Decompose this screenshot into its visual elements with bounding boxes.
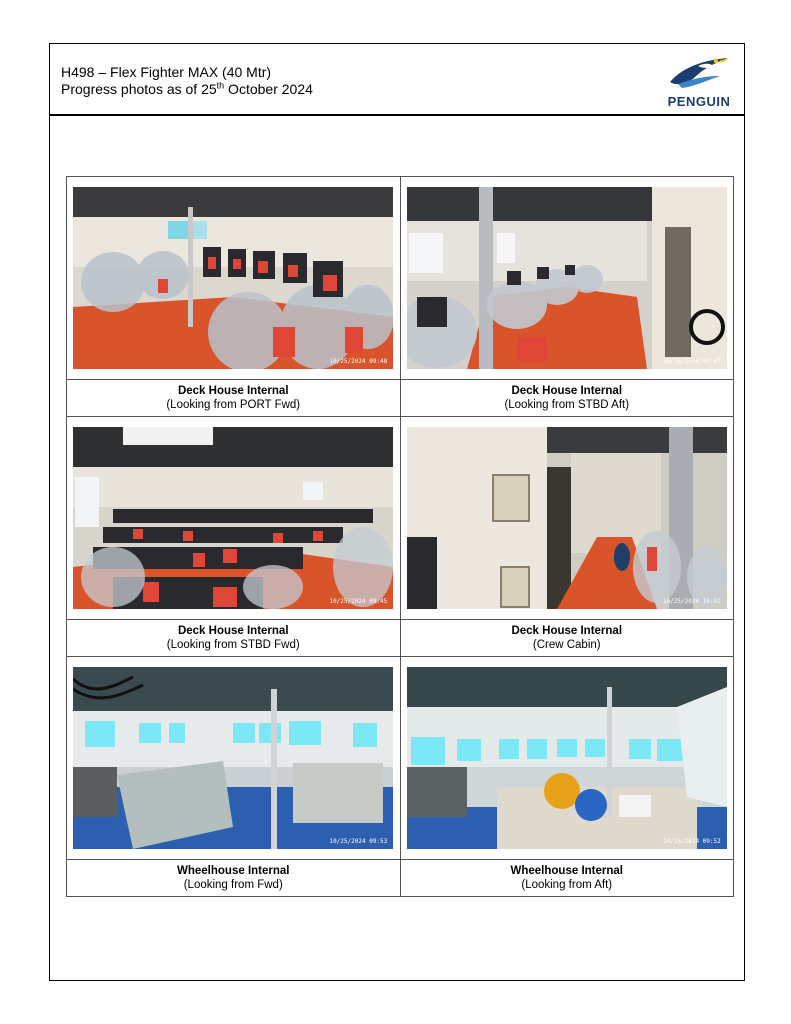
photo-timestamp: 10/25/2024 10:01	[662, 598, 721, 605]
photo-caption	[67, 380, 401, 417]
photo-wheelhouse-fwd	[73, 667, 393, 849]
penguin-logo	[662, 54, 736, 110]
photo-timestamp: 10/25/2024 09:52	[662, 838, 721, 845]
photo-caption	[400, 620, 734, 657]
photo-caption	[400, 380, 734, 417]
caption-title: Deck House Internal	[177, 385, 289, 397]
photo-timestamp: 10/25/2024 09:45	[329, 598, 388, 605]
penguin-bird-logo-icon	[668, 54, 730, 92]
caption-title: Deck House Internal	[511, 385, 623, 397]
caption-subtitle: (Looking from STBD Aft)	[504, 399, 630, 411]
caption-title: Wheelhouse Internal	[177, 865, 290, 877]
caption-title: Deck House Internal	[511, 625, 623, 637]
photo-caption	[67, 620, 401, 657]
photo-cell	[400, 177, 734, 380]
photo-deckhouse-crew-cabin	[407, 427, 727, 609]
document-header	[50, 44, 744, 116]
photo-cell	[67, 177, 401, 380]
caption-subtitle: (Looking from Fwd)	[183, 879, 283, 891]
photo-caption	[400, 860, 734, 897]
photo-grid	[66, 176, 734, 897]
photo-timestamp: 10/25/2024 09:53	[329, 838, 388, 845]
caption-subtitle: (Looking from Aft)	[521, 879, 613, 891]
photo-caption	[67, 860, 401, 897]
photo-cell	[67, 657, 401, 860]
photo-deckhouse-stbd-fwd	[73, 427, 393, 609]
caption-title: Deck House Internal	[177, 625, 289, 637]
document-subtitle: Progress photos as of 25th October 2024	[61, 80, 313, 97]
photo-cell	[400, 657, 734, 860]
photo-cell	[400, 417, 734, 620]
page-frame	[49, 43, 745, 981]
photo-deckhouse-stbd-aft	[407, 187, 727, 369]
photo-deckhouse-port-fwd	[73, 187, 393, 369]
photo-cell	[67, 417, 401, 620]
logo-text: PENGUIN	[667, 94, 731, 109]
caption-subtitle: (Crew Cabin)	[532, 639, 601, 651]
caption-title: Wheelhouse Internal	[510, 865, 623, 877]
photo-timestamp: 10/25/2024 09:47	[662, 358, 721, 365]
document-title: H498 – Flex Fighter MAX (40 Mtr)	[61, 64, 272, 80]
caption-subtitle: (Looking from PORT Fwd)	[166, 399, 301, 411]
photo-wheelhouse-aft	[407, 667, 727, 849]
caption-subtitle: (Looking from STBD Fwd)	[166, 639, 300, 651]
photo-timestamp: 10/25/2024 09:48	[329, 358, 388, 365]
